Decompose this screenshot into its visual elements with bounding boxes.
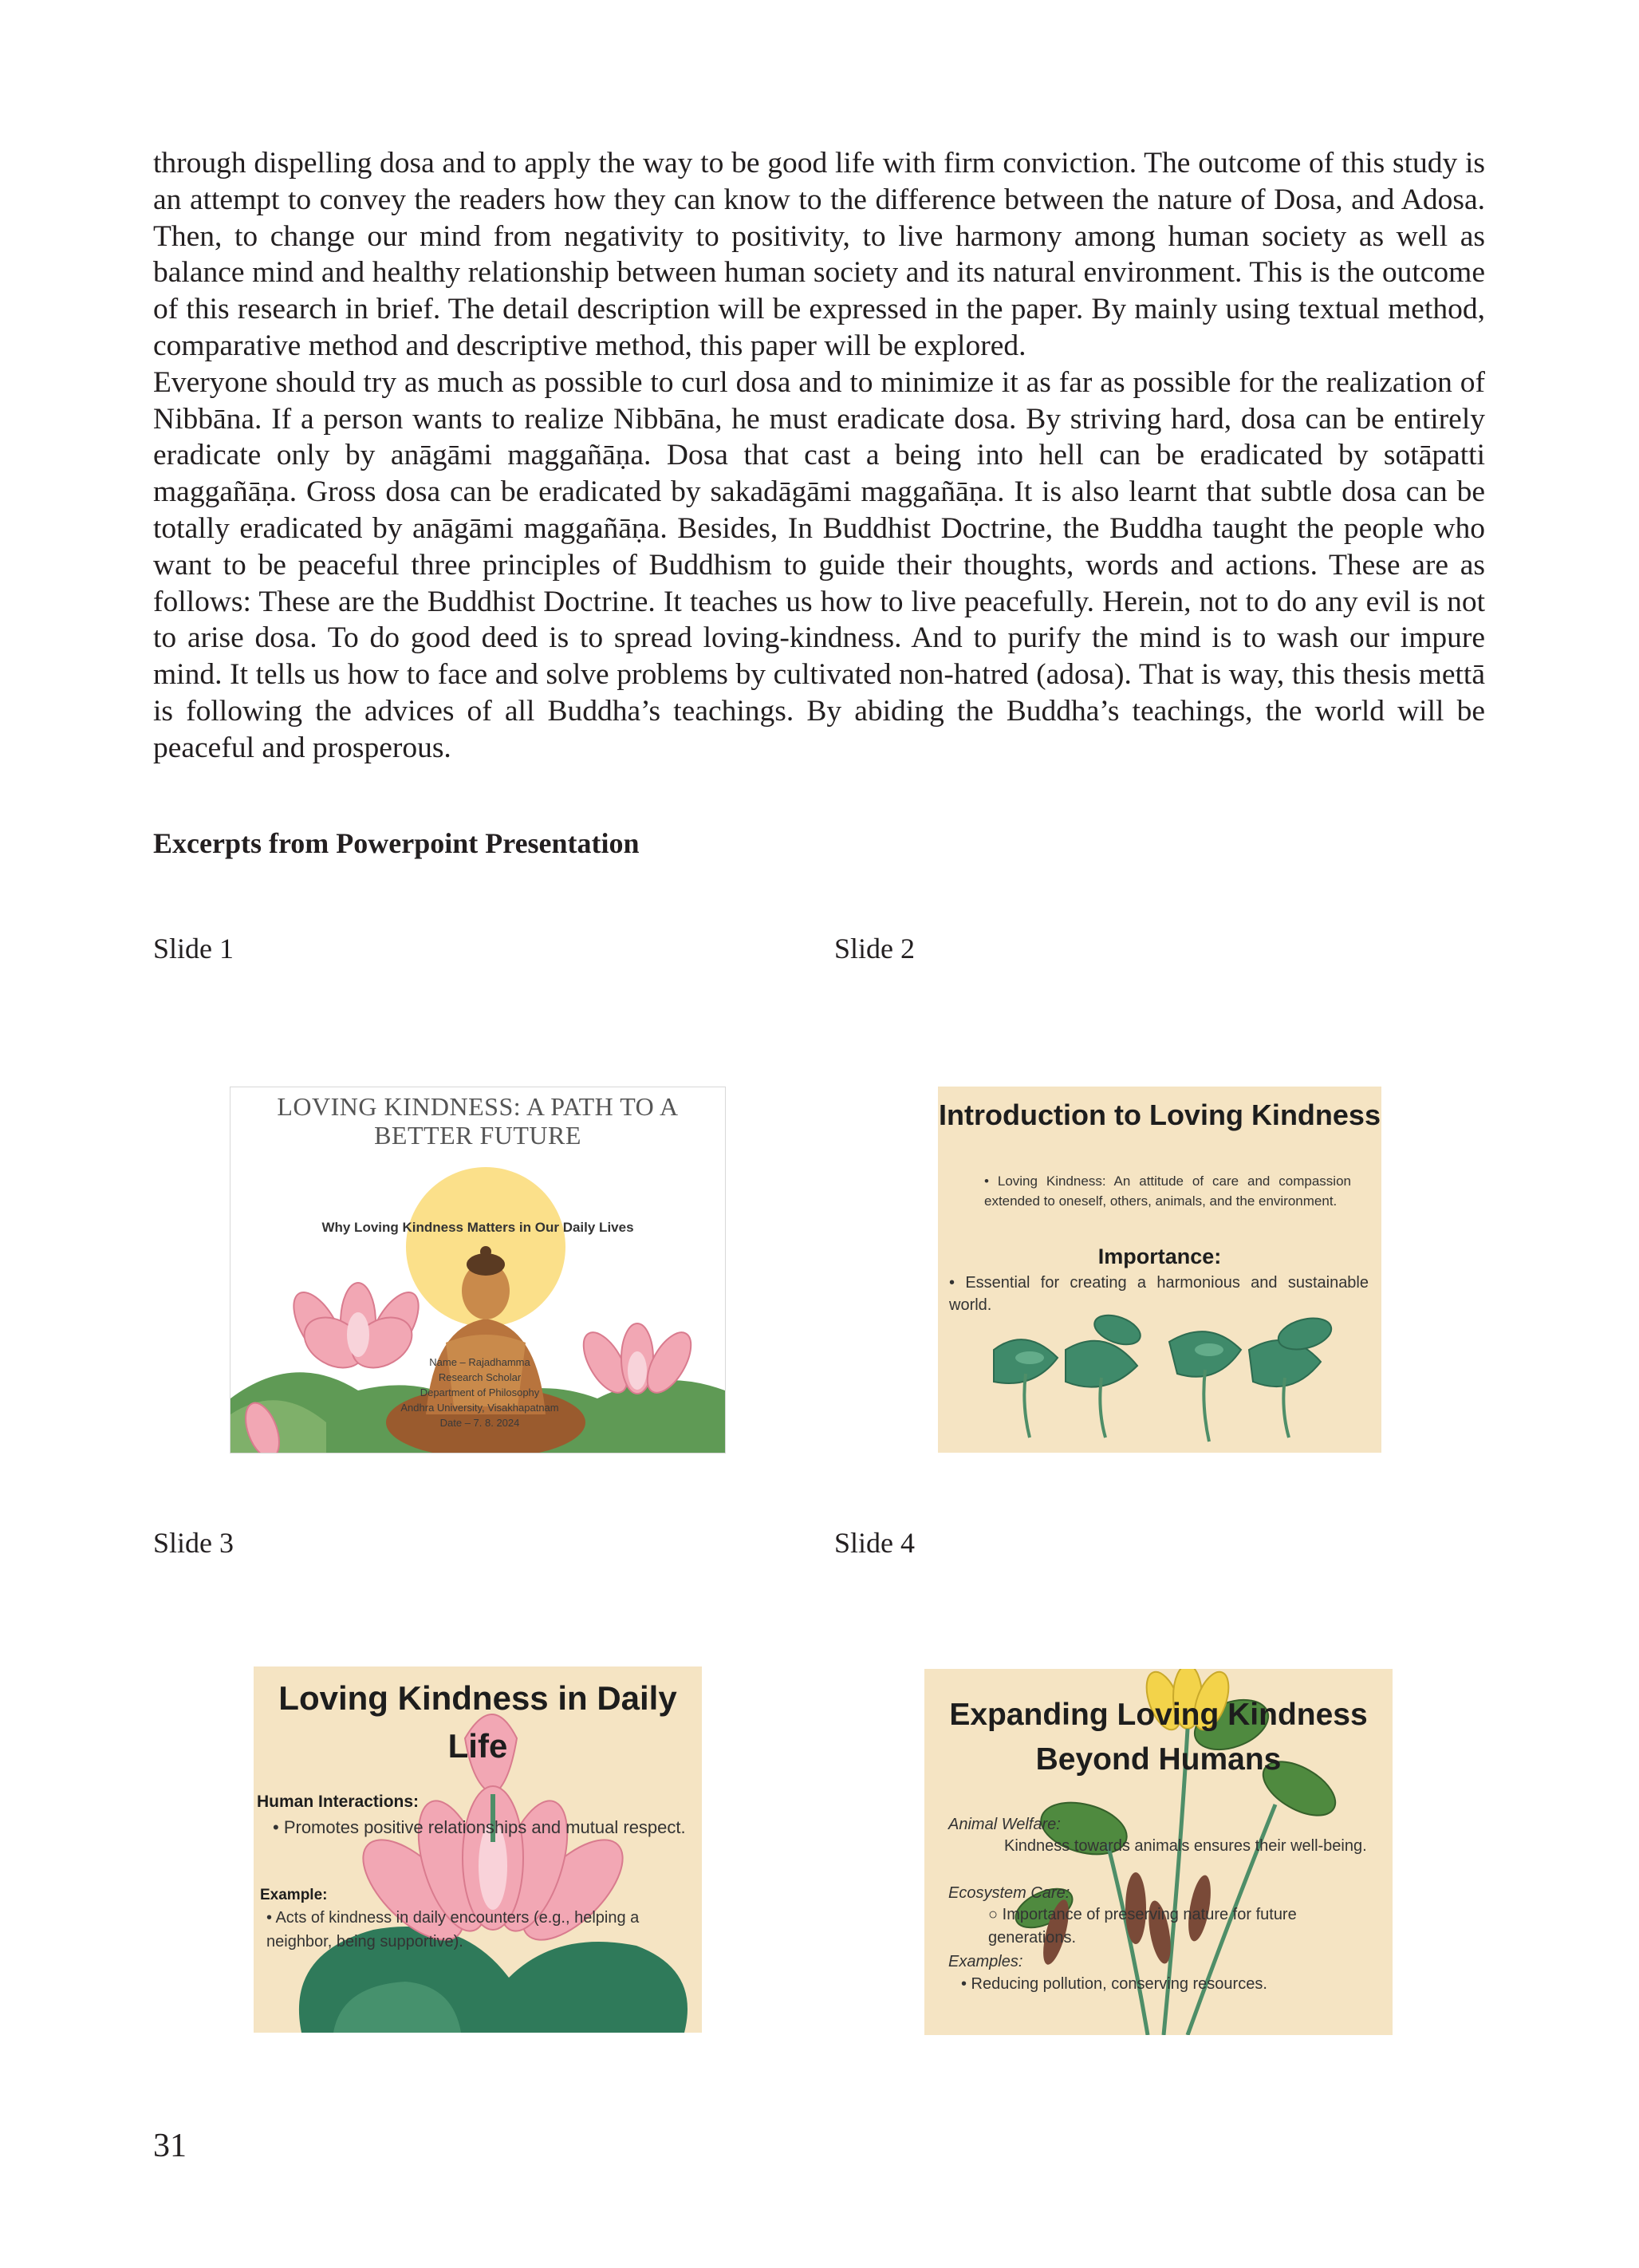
credit-date: Date – 7. 8. 2024 [439,1417,520,1429]
paragraph-1: through dispelling dosa and to apply the way to be good life with firm conviction. The outcome of this study is an attempt to convey the readers how they can know to the difference between the nature of Dosa, and Adosa. Then, to change our mind from negativity to positivity, to live harmony among human society as well as balance mind and healthy relationship between human society and its natural environment. This is the outcome of this research in brief. The detail description will be expressed in the paper. By mainly using textual method, comparative method and descriptive method, this paper will be explored. [153,147,1485,362]
slide-4-image [924,1669,1393,2035]
lotus-leaves-illustration [938,1087,1381,1453]
slide-1-title: LOVING KINDNESS: A PATH TO A BETTER FUTURE [277,1092,679,1150]
paragraph-2: Everyone should try as much as possible to curl dosa and to minimize it as far as possible for the realization of Nibbāna. If a person wants to realize Nibbāna, he must eradicate dosa. By striving hard, dosa can be entirely eradicate only by anāgāmi maggañāṇa. Dosa that cast a being into hell can be eradicated by sotāpatti maggañāṇa. Gross dosa can be eradicated by sakadāgāmi maggañāṇa. It is also learnt that subtle dosa can be totally eradicated by anāgāmi maggañāṇa. Besides, In Buddhist Doctrine, the Buddha taught the people who want to be peaceful three principles of Buddhism to guide their thoughts, words and actions. These are as follows: These are the Buddhist Doctrine. It teaches us how to live peacefully. Herein, not to do any evil is not to arise dosa. To do good deed is to spread loving-kindness. And to purify the mind is to wash our impure mind. It tells us how to face and solve problems by cultivated non-hatred (adosa). That is way, this thesis mettā is following the advices of all Buddha’s teachings. By abiding the Buddha’s teachings, the world will be peaceful and prosperous. [153,365,1485,764]
credit-university: Andhra University, Visakhapatnam [400,1402,559,1414]
credit-name: Name – Rajadhamma [429,1356,530,1368]
slide-1-subtitle: Why Loving Kindness Matters in Our Daily Lives [321,1220,634,1235]
slide-2-title: Introduction to Loving Kindness [939,1099,1381,1131]
slide-1-credits [378,1355,581,1430]
credit-department: Department of Philosophy [420,1386,540,1398]
slide-4-label-3: Examples: [948,1953,1023,1970]
slide-4-title: Expanding Loving Kindness Beyond Humans [949,1698,1368,1777]
slide-label-3: Slide 3 [153,1527,234,1559]
slide-2-subheading: Importance: [1097,1244,1222,1268]
slide-3-heading-1: Human Interactions: [257,1793,420,1811]
slide-label-2: Slide 2 [834,933,916,964]
credit-role: Research Scholar [438,1371,522,1383]
slide-4-label-2: Ecosystem Care: [948,1884,1070,1902]
slide-3-bullet-1: • Promotes positive relationships and mutual respect. [273,1817,686,1837]
slide-2-bullet-2: • Essential for creating a harmonious and sustainable world. [949,1274,1369,1314]
slide-3-heading-2: Example: [260,1887,328,1903]
page-number: 31 [153,2128,187,2164]
section-heading: Excerpts from Powerpoint Presentation [153,827,640,859]
slide-label-4: Slide 4 [834,1527,916,1559]
slide-4-bullet-2: ○ Importance of preserving nature for future generations. [988,1906,1297,1947]
slide-label-1: Slide 1 [153,933,234,964]
slide-4-bullet-3: • Reducing pollution, conserving resources. [961,1975,1267,1993]
body-text [153,145,1485,767]
slide-4-label-1: Animal Welfare: [948,1816,1061,1833]
slide-3-image [254,1666,702,2033]
slide-2-bullet-1: • Loving Kindness: An attitude of care and compassion extended to oneself, others, animals, and the environment. [984,1173,1351,1209]
slide-1-image [230,1087,726,1453]
slide-4-bullet-1: Kindness towards animals ensures their well-being. [1004,1837,1367,1855]
slide-3-bullet-2: • Acts of kindness in daily encounters (e.g., helping a neighbor, being supportive). [266,1909,640,1950]
slide-3-title: Loving Kindness in Daily Life [278,1679,677,1765]
slide-2-image [938,1087,1381,1453]
